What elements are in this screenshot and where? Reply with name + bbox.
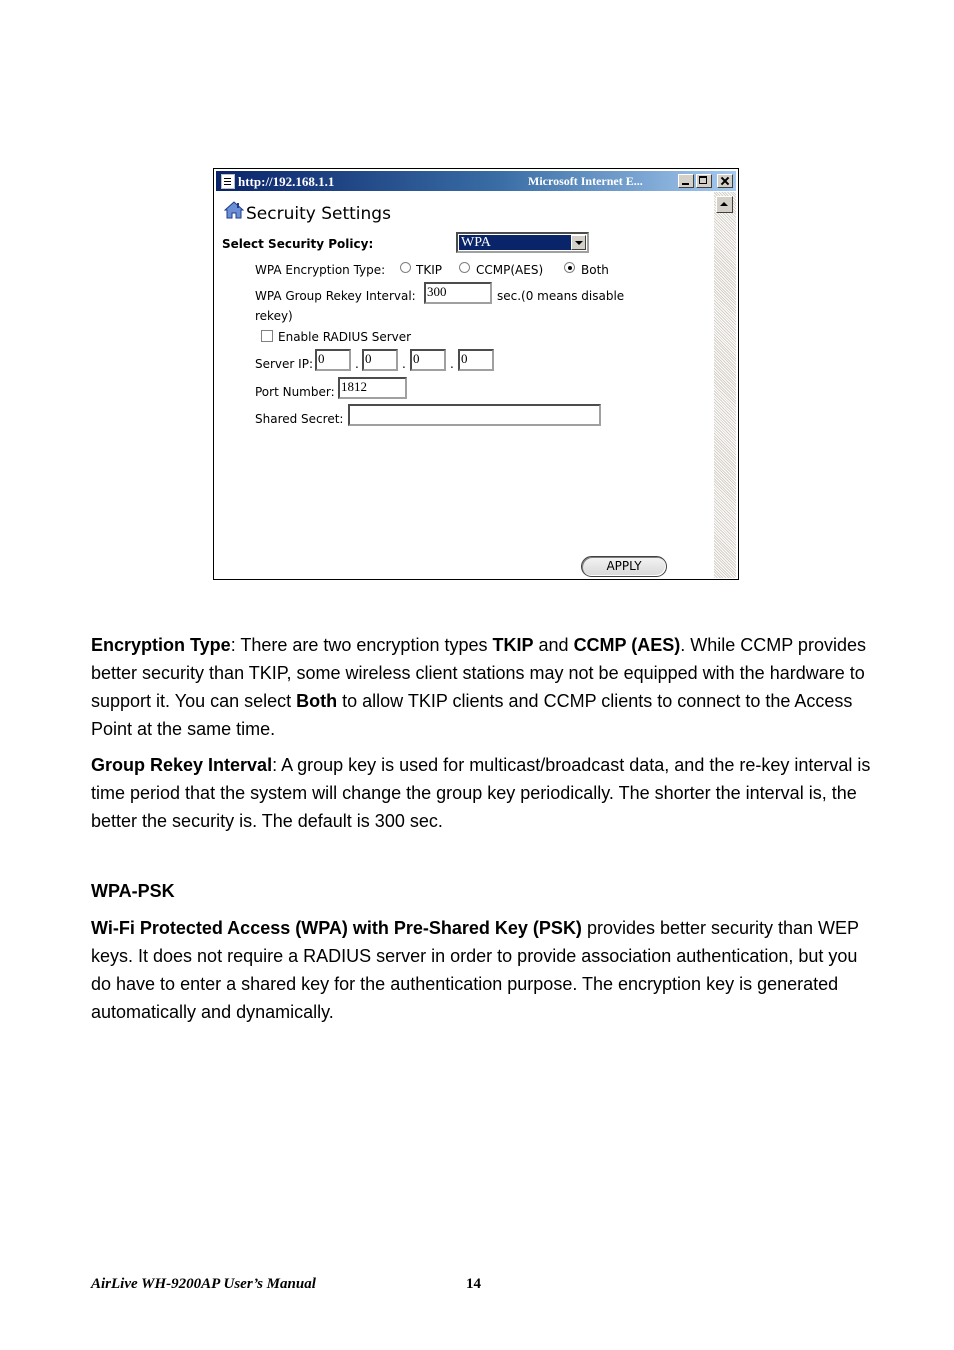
enable-radius-label: Enable RADIUS Server <box>278 330 412 344</box>
radio-tkip-label: TKIP <box>416 263 442 277</box>
rekey-interval-hint-cont: rekey) <box>255 309 293 323</box>
term-encryption-type: Encryption Type <box>91 635 231 655</box>
term-wpa-psk: Wi-Fi Protected Access (WPA) with Pre-Shared Key (PSK) <box>91 918 582 938</box>
term-group-rekey: Group Rekey Interval <box>91 755 273 775</box>
text-run: : There are two encryption types <box>230 635 493 655</box>
wpa-psk-paragraph <box>91 914 881 1026</box>
ip-separator: . <box>355 357 359 371</box>
shared-secret-label: Shared Secret: <box>255 412 344 426</box>
apply-button[interactable]: APPLY <box>581 556 667 577</box>
port-number-input[interactable]: 1812 <box>338 377 407 399</box>
minimize-icon[interactable] <box>678 174 694 188</box>
rekey-interval-label: WPA Group Rekey Interval: <box>255 289 416 303</box>
title-bar <box>216 171 736 191</box>
term-tkip: TKIP <box>492 635 534 655</box>
radio-ccmp[interactable] <box>459 262 470 273</box>
maximize-icon[interactable] <box>696 174 712 188</box>
group-rekey-paragraph <box>91 751 881 835</box>
rekey-interval-hint: sec.(0 means disable <box>497 289 625 303</box>
text-run: . While CCMP provides better security than TKIP, some wireless client stations may not be equipped with the hardware to support it. You can select <box>91 635 866 711</box>
radio-tkip[interactable] <box>400 262 411 273</box>
server-ip-octet-4[interactable]: 0 <box>458 349 494 371</box>
server-ip-octet-3[interactable]: 0 <box>410 349 446 371</box>
radio-both-label: Both <box>581 263 609 277</box>
security-policy-label: Select Security Policy: <box>222 237 374 251</box>
shared-secret-input[interactable] <box>348 404 601 426</box>
text-run: and <box>533 635 574 655</box>
close-icon[interactable] <box>717 174 733 188</box>
term-ccmp: CCMP (AES) <box>573 635 681 655</box>
ip-separator: . <box>402 357 406 371</box>
text-run: to allow TKIP clients and CCMP clients to connect to the Access Point at the same time. <box>91 691 853 739</box>
footer-manual-title: AirLive WH-9200AP User’s Manual <box>91 1276 316 1292</box>
port-number-label: Port Number: <box>255 385 335 399</box>
term-both: Both <box>296 691 338 711</box>
security-policy-select[interactable] <box>456 232 589 253</box>
window-url: http://192.168.1.1 <box>238 174 335 189</box>
home-icon <box>224 201 244 219</box>
encryption-type-label: WPA Encryption Type: <box>255 263 386 277</box>
page-title: Secruity Settings <box>246 204 391 224</box>
radio-ccmp-label: CCMP(AES) <box>476 263 544 277</box>
encryption-type-paragraph <box>91 631 881 743</box>
vertical-scrollbar[interactable] <box>714 192 736 578</box>
server-ip-label: Server IP: <box>255 357 313 371</box>
security-policy-value: WPA <box>459 235 572 250</box>
settings-panel <box>216 192 713 578</box>
enable-radius-checkbox[interactable] <box>261 330 273 342</box>
rekey-interval-input[interactable]: 300 <box>424 282 492 304</box>
wpa-psk-heading: WPA-PSK <box>91 881 175 901</box>
scroll-up-icon[interactable] <box>716 196 733 213</box>
text-run: provides better security than WEP keys. It does not require a RADIUS server in order to provide association authentication, but you do have to enter a shared key for the authentication purpose. The encryption key is generated automatically and dynamically. <box>91 918 859 1022</box>
server-ip-octet-1[interactable]: 0 <box>315 349 351 371</box>
chevron-down-icon[interactable] <box>571 235 586 250</box>
radio-both[interactable] <box>564 262 575 273</box>
page-number: 14 <box>466 1276 481 1292</box>
window-app-title: Microsoft Internet E... <box>528 174 643 188</box>
page-icon <box>221 174 235 189</box>
text-run: : A group key is used for multicast/broadcast data, and the re-key interval is time period that the system will change the group key periodically. The shorter the interval is, the better the security is. The default is 300 sec. <box>91 755 871 831</box>
browser-screenshot <box>213 168 739 580</box>
ip-separator: . <box>450 357 454 371</box>
server-ip-octet-2[interactable]: 0 <box>362 349 398 371</box>
